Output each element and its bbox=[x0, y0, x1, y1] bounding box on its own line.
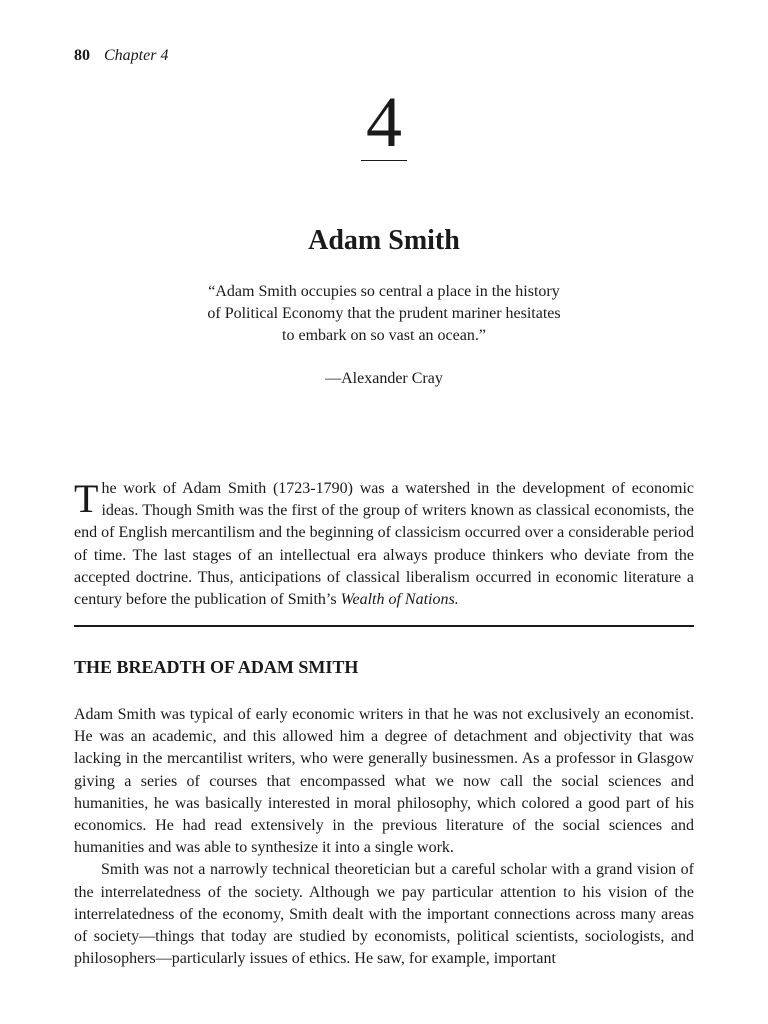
section-heading: THE BREADTH OF ADAM SMITH bbox=[74, 657, 359, 677]
chapter-number: 4 bbox=[366, 82, 402, 162]
intro-text: he work of Adam Smith (1723-1790) was a watershed in the development of economic ideas. Though Smith was the first of the group of writers known as classical economists, the end of English mercantilism and the beginning of classicism occurred over a considerable period of time. The last stages of an intellectual era always produce thinkers who deviate from the accepted doctrine. Thus, anticipations of classical liberalism occurred in economic literature a century before the publication of Smith’s bbox=[74, 480, 694, 609]
section-body bbox=[74, 704, 694, 970]
drop-cap: T bbox=[74, 476, 99, 521]
running-head bbox=[74, 46, 168, 66]
epigraph bbox=[200, 281, 568, 390]
chapter-title: Adam Smith bbox=[308, 224, 460, 256]
chapter-number-rule bbox=[361, 160, 407, 161]
intro-paragraph bbox=[74, 478, 694, 611]
section-divider bbox=[74, 625, 694, 627]
page-number: 80 bbox=[74, 47, 90, 64]
epigraph-quote: “Adam Smith occupies so central a place in the history of Political Economy that the prudent mariner hesitates to embark on so vast an ocean.” bbox=[207, 283, 561, 344]
epigraph-attribution: —Alexander Cray bbox=[325, 370, 443, 387]
body-paragraph: Adam Smith was typical of early economic writers in that he was not exclusively an economist. He was an academic, and this allowed him a degree of detachment and objectivity that was lacking in the mercantilist writers, who were generally businessmen. As a professor in Glasgow giving a series of courses that encompassed what we now call the social sciences and humanities, he was basically interested in moral philosophy, which colored a good part of his economics. He had read extensively in the previous literature of the social sciences and humanities and was able to synthesize it into a single work. bbox=[74, 706, 694, 857]
body-paragraph: Smith was not a narrowly technical theoretician but a careful scholar with a grand vision of the interrelatedness of the society. Although we pay particular attention to his vision of the interrelatedness of the economy, Smith dealt with the important connections across many areas of society—things that today are studied by economists, political scientists, sociologists, and philosophers—particularly issues of ethics. He saw, for example, important bbox=[74, 861, 694, 968]
book-title: Wealth of Nations. bbox=[340, 591, 459, 609]
running-head-chapter: Chapter 4 bbox=[104, 47, 169, 64]
